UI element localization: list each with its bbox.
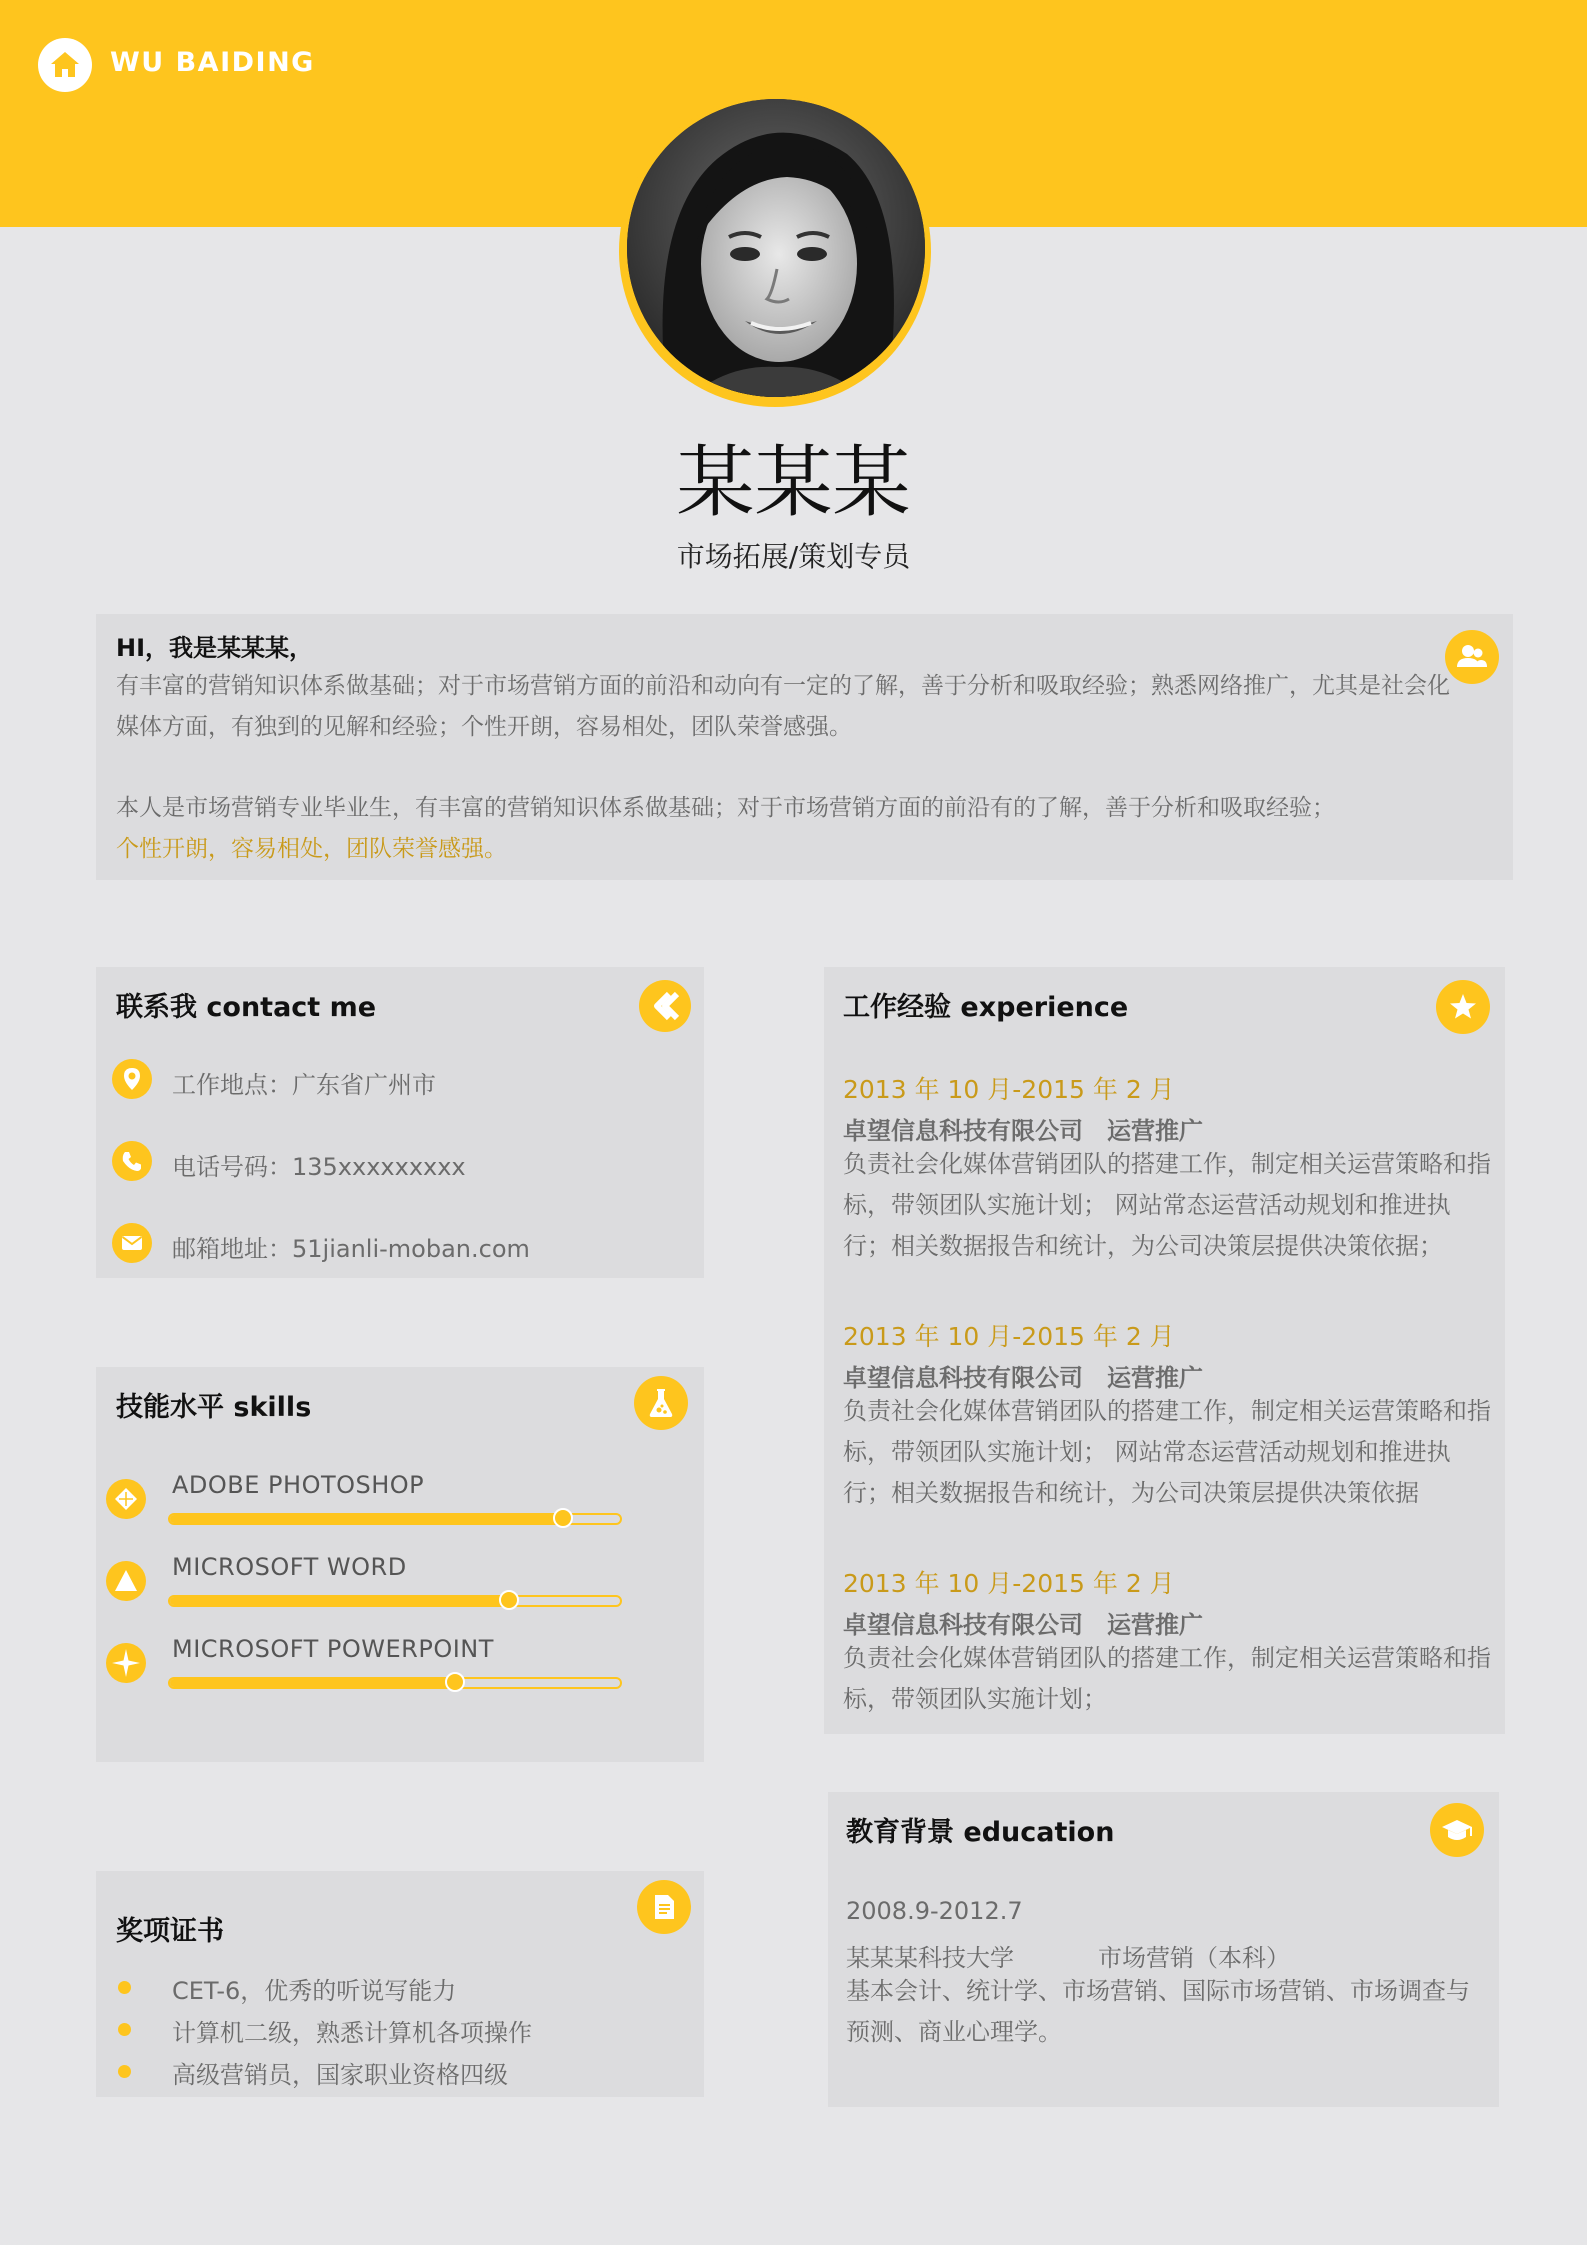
intro-paragraph-2 [116, 788, 1456, 870]
intro-paragraph-1: 有丰富的营销知识体系做基础；对于市场营销方面的前沿和动向有一定的了解，善于分析和吸取经验；熟悉网络推广，尤其是社会化媒体方面，有独到的见解和经验；个性开朗，容易相处，团队荣誉感强。 [116, 673, 1450, 740]
awards-title: 奖项证书 [116, 1916, 224, 1947]
home-icon [38, 38, 92, 92]
work-date: 2013 年 10 月-2015 年 2 月 [843, 1322, 1175, 1351]
location-icon [112, 1059, 152, 1099]
user-group-icon [1445, 630, 1499, 684]
brand-name: WU BAIDING [110, 47, 315, 78]
skill-bar [168, 1595, 622, 1607]
bullet-icon [118, 2023, 131, 2036]
intro-paragraph-2-text: 本人是市场营销专业毕业生，有丰富的营销知识体系做基础；对于市场营销方面的前沿有的了解，善于分析和吸取经验； [116, 795, 1335, 821]
skill-name: MICROSOFT POWERPOINT [172, 1635, 494, 1663]
bullet-icon [118, 2065, 131, 2078]
intro-greeting: HI，我是某某某， [116, 634, 314, 662]
diamond-icon [106, 1479, 146, 1519]
skill-name: MICROSOFT WORD [172, 1553, 407, 1581]
skill-bar-knob [553, 1508, 573, 1528]
intro-highlight: 个性开朗，容易相处，团队荣誉感强。 [116, 836, 507, 862]
sparkle-icon [106, 1643, 146, 1683]
star-icon [1436, 980, 1490, 1034]
avatar [627, 99, 925, 397]
contact-email: 邮箱地址：51jianli-moban.com [172, 1235, 530, 1263]
education-card [828, 1792, 1499, 2107]
award-item: 高级营销员，国家职业资格四级 [172, 2061, 508, 2089]
skill-bar-knob [499, 1590, 519, 1610]
skill-bar-fill [170, 1679, 454, 1687]
work-date: 2013 年 10 月-2015 年 2 月 [843, 1075, 1175, 1104]
education-major: 市场营销（本科） [1098, 1944, 1290, 1972]
awards-card [96, 1871, 704, 2097]
work-company: 卓望信息科技有限公司 运营推广 [843, 1364, 1203, 1392]
skill-bar [168, 1513, 622, 1525]
work-description: 负责社会化媒体营销团队的搭建工作，制定相关运营策略和指标，带领团队实施计划； [843, 1644, 1491, 1713]
award-item: CET-6，优秀的听说写能力 [172, 1977, 457, 2005]
work-company: 卓望信息科技有限公司 运营推广 [843, 1117, 1203, 1145]
skills-card [96, 1367, 704, 1762]
contact-phone: 电话号码：135xxxxxxxxx [172, 1153, 466, 1181]
bullet-icon [118, 1981, 131, 1994]
education-period: 2008.9-2012.7 [846, 1897, 1023, 1925]
work-company: 卓望信息科技有限公司 运营推广 [843, 1611, 1203, 1639]
skill-bar-fill [170, 1515, 562, 1523]
chevron-left-icon [639, 980, 691, 1032]
work-date: 2013 年 10 月-2015 年 2 月 [843, 1569, 1175, 1598]
skills-title: 技能水平 skills [116, 1392, 312, 1423]
education-title: 教育背景 education [846, 1817, 1115, 1848]
flask-icon [634, 1376, 688, 1430]
work-title: 工作经验 experience [843, 992, 1129, 1023]
document-icon [637, 1880, 691, 1934]
person-name: 某某某 [676, 438, 911, 528]
phone-icon [112, 1141, 152, 1181]
contact-location: 工作地点：广东省广州市 [172, 1071, 436, 1099]
work-card [824, 967, 1505, 1734]
award-item: 计算机二级，熟悉计算机各项操作 [172, 2019, 532, 2047]
job-title: 市场拓展/策划专员 [676, 540, 911, 573]
skill-bar-knob [445, 1672, 465, 1692]
contact-card [96, 967, 704, 1278]
skill-bar [168, 1677, 622, 1689]
education-courses: 基本会计、统计学、市场营销、国际市场营销、市场调查与预测、商业心理学。 [846, 1977, 1470, 2046]
intro-card [96, 614, 1513, 880]
triangle-icon [106, 1561, 146, 1601]
skill-bar-fill [170, 1597, 508, 1605]
graduation-cap-icon [1430, 1803, 1484, 1857]
work-description: 负责社会化媒体营销团队的搭建工作，制定相关运营策略和指标，带领团队实施计划； 网站常态运营活动规划和推进执行；相关数据报告和统计，为公司决策层提供决策依据 [843, 1397, 1491, 1507]
work-description: 负责社会化媒体营销团队的搭建工作，制定相关运营策略和指标，带领团队实施计划； 网站常态运营活动规划和推进执行；相关数据报告和统计，为公司决策层提供决策依据； [843, 1150, 1491, 1260]
contact-title: 联系我 contact me [116, 992, 377, 1023]
skill-name: ADOBE PHOTOSHOP [172, 1471, 425, 1499]
mail-icon [112, 1223, 152, 1263]
education-school: 某某某科技大学 [846, 1944, 1014, 1972]
